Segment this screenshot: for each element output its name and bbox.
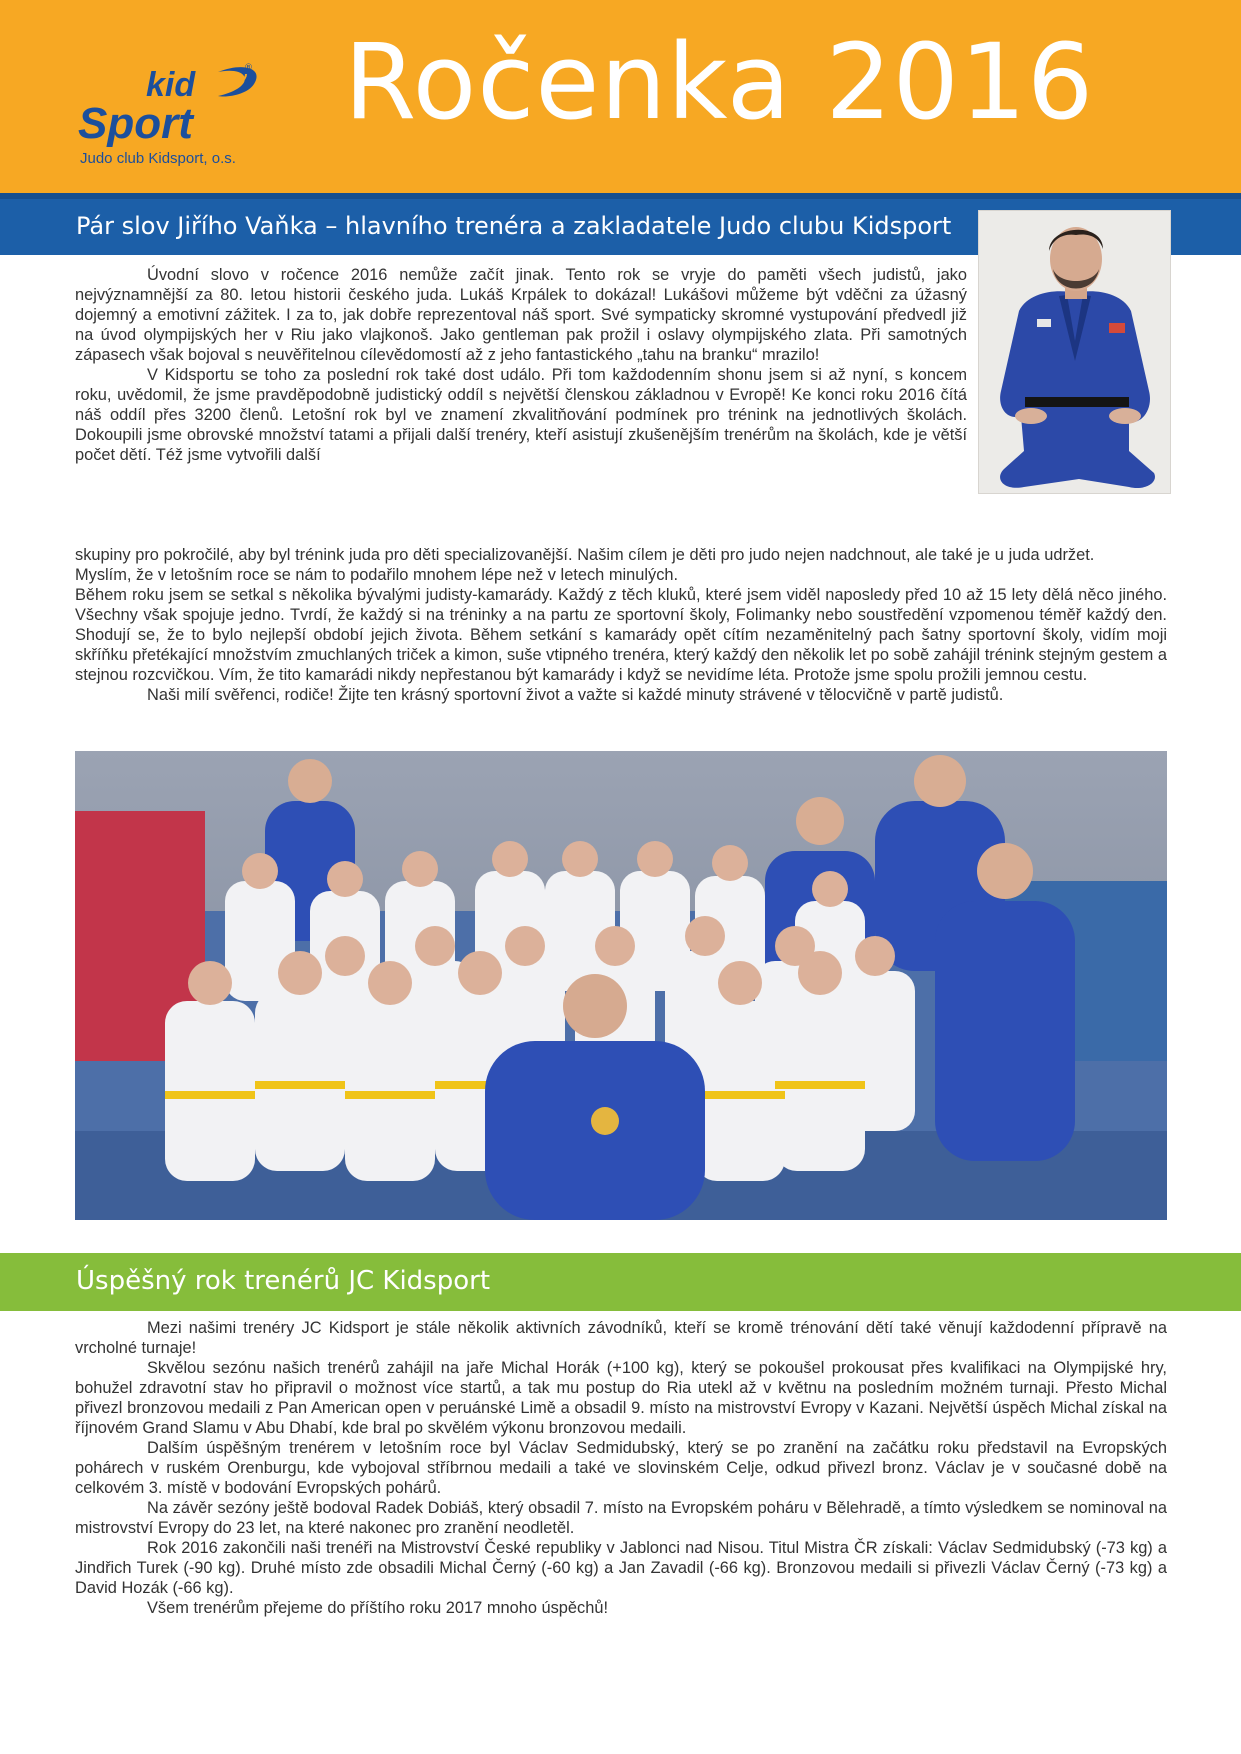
group-photo xyxy=(75,751,1167,1220)
kidsport-logo-mark xyxy=(68,58,268,148)
section1-title: Pár slov Jiřího Vaňka – hlavního trenéra a zakladatele Judo clubu Kidsport xyxy=(76,212,952,240)
coaches-paragraph-3: Dalším úspěšným trenérem v letošním roce byl Václav Sedmidubský, který se po zranění na začátku roku představil na Evropských pohárech v ruském Orenburgu, kde vybojoval stříbrnou medaili a také ve slovinském Celje, odkud přivezl bronz. Václav je v současné době na celkovém 3. místě v bodování Evropských pohárů. xyxy=(75,1439,1167,1497)
intro-paragraph-4: Naši milí svěřenci, rodiče! Žijte ten krásný sportovní život a važte si každé minuty strávené v tělocvičně v partě judistů. xyxy=(147,686,1004,704)
coaches-paragraph-2: Skvělou sezónu našich trenérů zahájil na jaře Michal Horák (+100 kg), který se pokoušel prokousat přes kvalifikaci na Olympijské hry, bohužel zdravotní stav ho připravil o možnost více startů, a tak mu postup do Ria utekl až v květnu na posledním možném turnaji. Přesto Michal přivezl bronzovou medaili z Pan American open v peruánské Limě a obsadil 9. místo na mistrovství Evropy v Kazani. Největší úspěch Michal získal na říjnovém Grand Slamu v Abu Dhabí, kde bral po skvělém výkonu bronzovou medaili. xyxy=(75,1359,1167,1437)
intro-paragraph-3: Během roku jsem se setkal s několika bývalými judisty-kamarády. Každý z těch kluků, které jsem viděl naposledy před 10 až 15 lety dělá něco jiného. Všechny však spojuje jedno. Tvrdí, že každý si na tréninky a na partu ze sportovní školy, Folimanky nebo soustředění vzpomenou téměř každý den. Shodují se, že to bylo nejlepší období jejich života. Během setkání s kamarády opět cítím nezaměnitelný pach šatny sportovní školy, vidím moji skříňku přetékající množstvím zmuchlaných triček a kimon, suše vtipného trenéra, který každý den několik let po sobě zahájil trénink stejným gestem a stejnou rozcvičkou. Vím, že tito kamarádi nikdy nepřestanou být kamarády i když se nevidíme léta. Protože jsme spolu prožili jemnou cestu. xyxy=(75,586,1167,684)
coach-portrait-photo xyxy=(978,210,1171,494)
intro-paragraph-2-cont-b: Myslím, že v letošním roce se nám to podařilo mnohem lépe než v letech minulých. xyxy=(75,566,679,584)
intro-paragraph-2: V Kidsportu se toho za poslední rok také dost událo. Při tom každodenním shonu jsem si až nyní, s koncem roku, uvědomil, že jsme pravděpodobně judistický oddíl s největší členskou základnou v Evropě! Ke konci roku 2016 čítá náš oddíl přes 3200 členů. Letošní rok byl ve znamení zkvalitňování podmínek pro trénink na jednotlivých školách. Dokoupili jsme obrovské množství tatami a přijali další trenéry, kteří asistují zkušenějším trenérům na školách, kde je větší počet dětí. Též jsme vytvořili další xyxy=(75,366,967,464)
coaches-paragraph-1: Mezi našimi trenéry JC Kidsport je stále několik aktivních závodníků, kteří se kromě trénování dětí také věnují každodenní přípravě na vrcholné turnaje! xyxy=(75,1319,1167,1357)
coaches-paragraph-4: Na závěr sezóny ještě bodoval Radek Dobiáš, který obsadil 7. místo na Evropském poháru v Bělehradě, a tímto výsledkem se nominoval na mistrovství Evropy do 23 let, na které nakonec pro zranění neodletěl. xyxy=(75,1499,1167,1537)
coaches-text xyxy=(75,1318,1167,1618)
page-title: Ročenka 2016 xyxy=(344,21,1095,143)
kidsport-logo xyxy=(68,58,298,168)
logo-text-sport: Sport xyxy=(78,99,193,148)
section2-title: Úspěšný rok trenérů JC Kidsport xyxy=(76,1266,491,1296)
intro-paragraph-2-cont xyxy=(75,545,1167,585)
intro-paragraph-2-cont-a: skupiny pro pokročilé, aby byl trénink juda pro děti specializovanější. Našim cílem je děti pro judo nejen nadchnout, ale také je u juda udržet. xyxy=(75,546,1095,564)
logo-subtitle: Judo club Kidsport, o.s. xyxy=(80,150,236,167)
intro-paragraph-1: Úvodní slovo v ročence 2016 nemůže začít jinak. Tento rok se vryje do paměti všech judistů, jako nejvýznamnější za 80. letou historii českého juda. Lukáš Krpálek to dokázal! Lukášovi můžeme být vděčni za úžasný dojemný a emotivní zážitek. I za to, jak dobře reprezentoval náš sport. Své sympaticky skromné vystupování předvedl již na úvod olympijských her v Riu jako vlajkonoš. Jako gentleman pak prožil i oslavy olympijského zlata. Při samotných zápasech však bojoval s neuvěřitelnou cílevědomostí až z jeho fantastického „tahu na branku“ mrazilo! xyxy=(75,266,967,364)
group-photo-illustration xyxy=(75,751,1167,1220)
coaches-paragraph-5: Rok 2016 zakončili naši trenéři na Mistrovství České republiky v Jablonci nad Nisou. Titul Mistra ČR získali: Václav Sedmidubský (-73 kg) a Jindřich Turek (-90 kg). Druhé místo zde obsadili Michal Černý (-60 kg) a Jan Zavadil (-66 kg). Bronzovou medaili si přivezli Václav Černý (-73 kg) a David Hozák (-66 kg). xyxy=(75,1539,1167,1597)
coaches-paragraph-6: Všem trenérům přejeme do příštího roku 2017 mnoho úspěchů! xyxy=(147,1599,609,1617)
coach-portrait-illustration xyxy=(979,211,1171,494)
page-header xyxy=(0,0,1241,193)
intro-text-wide xyxy=(75,545,1167,705)
intro-text-narrow xyxy=(75,265,967,465)
registered-mark: ® xyxy=(244,63,253,73)
section1-bar-edge xyxy=(0,193,1241,199)
logo-text-kid: kid xyxy=(146,66,196,104)
